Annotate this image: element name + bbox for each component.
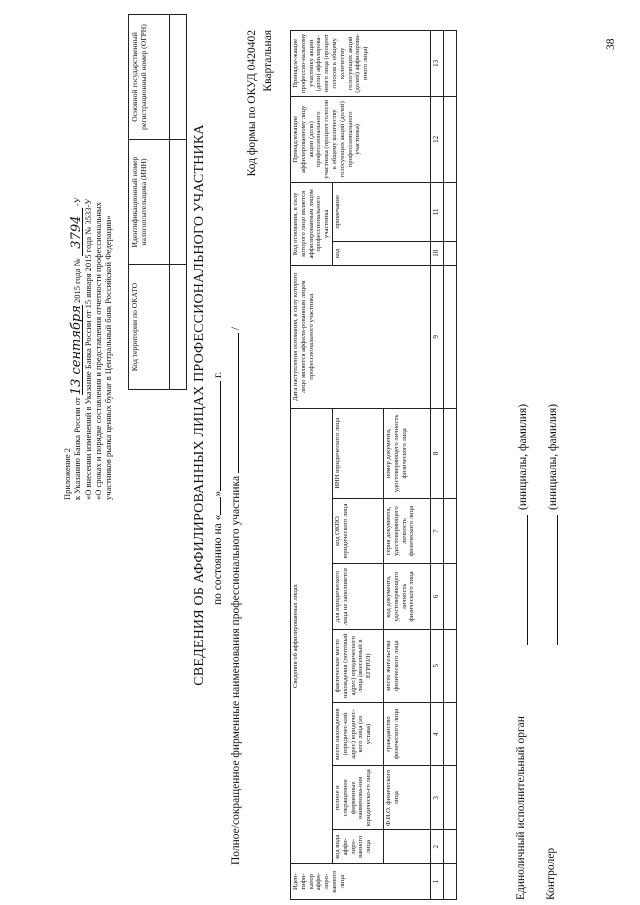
person-doc-number: номер документа, удостоверяющего личность физического лица xyxy=(383,408,430,498)
empty-cell xyxy=(443,265,456,408)
col-4-header: место нахождения (юридичес-кий адрес) юридичес-кого лица (из устава) xyxy=(332,702,383,766)
empty-cell xyxy=(443,766,456,830)
appendix-line4: «О сроках и порядке составления и представления отчетности профессиональных xyxy=(93,202,103,500)
empty-cell xyxy=(443,564,456,629)
col-11-header: примечание xyxy=(332,182,430,241)
person-residence: место жительства физического лица xyxy=(383,629,430,702)
col-number: 5 xyxy=(430,629,443,702)
person-citizenship: гражданство физического лица xyxy=(383,702,430,766)
empty-cell xyxy=(443,96,456,182)
empty-cell xyxy=(443,408,456,498)
affiliates-table xyxy=(290,30,457,900)
col-10-header: код xyxy=(332,241,430,265)
group-header-basis: Код основания, в силу которого лицо является аффилированным лицом профессионального участника xyxy=(291,182,333,265)
page-number: 38 xyxy=(605,38,617,50)
handwritten-date: 13 сентября xyxy=(69,305,84,396)
col-13-header: Принадле-жащие профессио-нальному участнику акции (доли) аффилирова-нного лица (процент голосов к общему количеству голосующих акций (долей) аффилирова-нного лица) xyxy=(291,31,431,97)
report-period: Квартальная xyxy=(262,30,274,92)
executive-initials: (инициалы, фамилия) xyxy=(517,403,529,510)
codes-table xyxy=(128,14,187,390)
empty-cell xyxy=(443,182,456,241)
col-6-header: для юридического лица не заполняется xyxy=(332,564,383,629)
col-5-header: фактическое место нахождения (почтовый адрес) юридического лица (внесенный в ЕГРЮЛ) xyxy=(332,629,383,702)
controller-label: Контролер xyxy=(545,847,557,900)
empty-cell xyxy=(443,241,456,265)
col-number: 6 xyxy=(430,564,443,629)
col-number: 12 xyxy=(430,96,443,182)
col-3-header: полное и сокращенное фирменные наименова-ния юридическо-го лица xyxy=(332,766,383,830)
okato-value xyxy=(170,265,187,390)
col-9-header: Дата наступления основания, в силу которого лицо является аффили-рованным лицом профессионального участника xyxy=(291,265,431,408)
appendix-ref: к Указанию Банка России от 13 сентября 2015 года № 3794 -У xyxy=(69,197,84,500)
person-doc-code: код документа, удостоверяющего личность физического лица xyxy=(383,564,430,629)
col-number: 13 xyxy=(430,31,443,97)
empty-cell xyxy=(443,31,456,97)
empty-cell xyxy=(443,498,456,563)
col-number: 7 xyxy=(430,498,443,563)
col-8-header: ИНН юридического лица xyxy=(332,408,383,498)
person-blank xyxy=(383,830,430,864)
empty-cell xyxy=(443,830,456,864)
empty-cell xyxy=(443,702,456,766)
col-number: 1 xyxy=(430,864,443,900)
empty-cell xyxy=(443,629,456,702)
as-of-line: по состоянию на «» г. xyxy=(212,371,224,605)
col-number: 3 xyxy=(430,766,443,830)
controller-initials: (инициалы, фамилия) xyxy=(547,403,559,510)
ogrn-value xyxy=(170,15,187,140)
empty-cell xyxy=(443,864,456,900)
col-number: 4 xyxy=(430,702,443,766)
executive-sign-line xyxy=(527,515,528,645)
col-2-header: код вида аффи-лиро-ванного лица xyxy=(332,830,383,864)
person-doc-series: серия документа, удостоверяющего личность физического лица xyxy=(383,498,430,563)
document-title: СВЕДЕНИЯ ОБ АФФИЛИРОВАННЫХ ЛИЦАХ ПРОФЕССИОНАЛЬНОГО УЧАСТНИКА xyxy=(192,124,207,686)
col-7-header: код ОКПО юридического лица xyxy=(332,498,383,563)
appendix-block xyxy=(62,20,113,500)
inn-value xyxy=(170,140,187,265)
okud-code: Код формы по ОКУД 0420402 xyxy=(246,30,258,177)
col-number: 11 xyxy=(430,182,443,241)
group-header-affiliates: Сведения об аффилированных лицах xyxy=(291,408,333,863)
col-number: 9 xyxy=(430,265,443,408)
executive-label: Единоличный исполнительный орган xyxy=(515,716,527,900)
col-number: 10 xyxy=(430,241,443,265)
person-fio: Ф.И.О. физического лица xyxy=(383,766,430,830)
appendix-line5: участников рынка ценных бумаг в Центральный банк Российской Федерации» xyxy=(103,215,113,500)
col-12-header: Принадлежащие аффилированному лицу акции (доли) профессионального участника (процент голосов к общему количеству голосующих акций (долей) профессионального участника) xyxy=(291,96,431,182)
col-1-header: Иден-тифи-катор аффи-лиро-ванного лица xyxy=(291,864,431,900)
ogrn-header: Основной государственный регистрационный номер (ОГРН) xyxy=(129,15,170,140)
appendix-title: Приложение 2 xyxy=(62,448,72,500)
appendix-line3: «О внесении изменений в Указание Банка России от 15 января 2015 года № 3533-У xyxy=(83,198,93,500)
col-number: 2 xyxy=(430,830,443,864)
controller-sign-line xyxy=(557,515,558,645)
col-number: 8 xyxy=(430,408,443,498)
participant-name-line: Полное/сокращенное фирменные наименования профессионального участника / xyxy=(230,326,242,865)
handwritten-number: 3794 xyxy=(72,208,83,256)
okato-header: Код территории по ОКАТО xyxy=(129,265,170,390)
inn-header: Идентификационный номер налогоплательщика (ИНН) xyxy=(129,140,170,265)
